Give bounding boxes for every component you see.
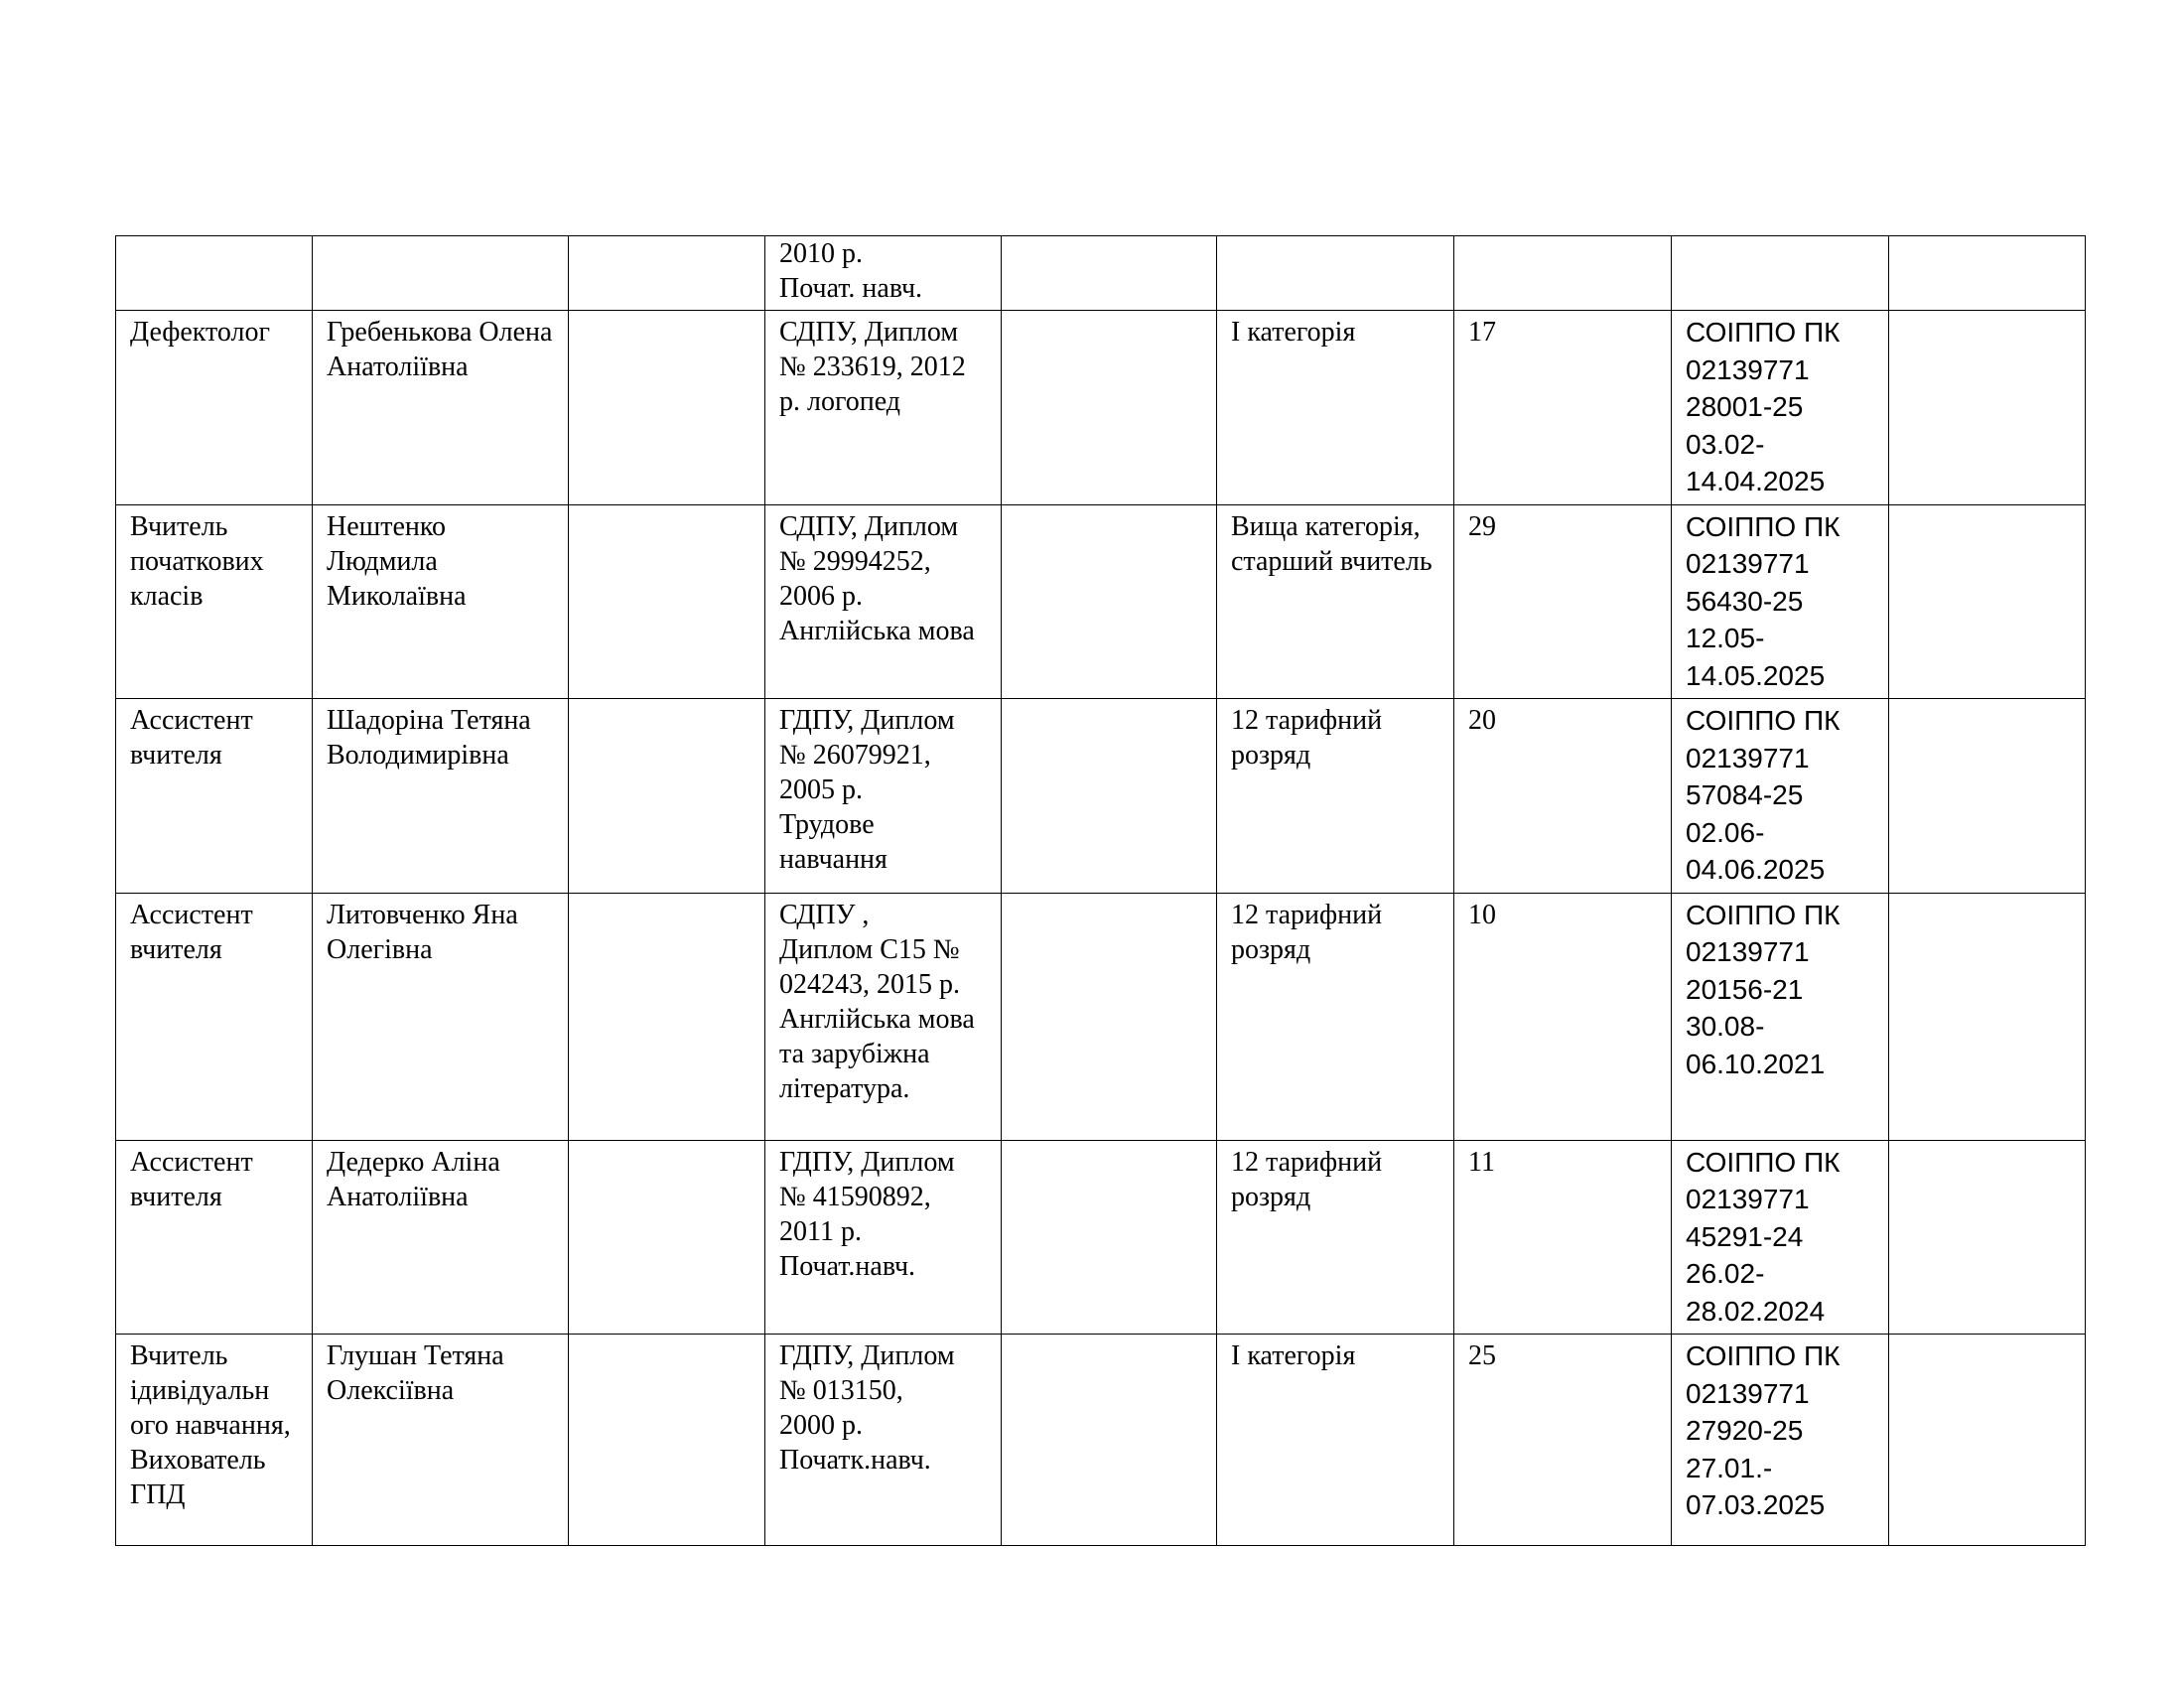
position-cell: Вчитель ідивідуальн ого навчання, Вихователь ГПД — [116, 1335, 313, 1546]
category-cell: І категорія — [1217, 311, 1454, 505]
table-row — [116, 699, 2086, 894]
training-cell: СОІППО ПК 02139771 57084-25 02.06- 04.06.2025 — [1672, 699, 1889, 894]
empty-cell — [1889, 504, 2086, 699]
training-cell: СОІППО ПК 02139771 20156-21 30.08- 06.10.2021 — [1672, 893, 1889, 1140]
name-cell: Гребенькова Олена Анатоліївна — [313, 311, 569, 505]
position-cell: Ассистент вчителя — [116, 1140, 313, 1335]
experience-cell: 11 — [1454, 1140, 1672, 1335]
education-cell: ГДПУ, Диплом № 013150, 2000 р. Початк.навч. — [765, 1335, 1002, 1546]
table-row — [116, 236, 2086, 311]
experience-cell: 17 — [1454, 311, 1672, 505]
empty-cell — [1002, 893, 1217, 1140]
empty-cell — [1889, 236, 2086, 311]
position-cell: Вчитель початкових класів — [116, 504, 313, 699]
category-cell: І категорія — [1217, 1335, 1454, 1546]
empty-cell — [1889, 1335, 2086, 1546]
position-cell — [116, 236, 313, 311]
position-cell: Ассистент вчителя — [116, 699, 313, 894]
empty-cell — [569, 1335, 765, 1546]
name-cell: Шадоріна Тетяна Володимирівна — [313, 699, 569, 894]
education-cell: СДПУ , Диплом С15 № 024243, 2015 р. Англійська мова та зарубіжна література. — [765, 893, 1002, 1140]
empty-cell — [569, 504, 765, 699]
category-cell: 12 тарифний розряд — [1217, 1140, 1454, 1335]
position-cell: Дефектолог — [116, 311, 313, 505]
empty-cell — [569, 1140, 765, 1335]
education-cell: 2010 р. Почат. навч. — [765, 236, 1002, 311]
empty-cell — [1889, 699, 2086, 894]
experience-cell: 29 — [1454, 504, 1672, 699]
education-cell: ГДПУ, Диплом № 26079921, 2005 р. Трудове навчання — [765, 699, 1002, 894]
experience-cell: 20 — [1454, 699, 1672, 894]
empty-cell — [1002, 236, 1217, 311]
empty-cell — [1002, 699, 1217, 894]
empty-cell — [1002, 504, 1217, 699]
category-cell: 12 тарифний розряд — [1217, 699, 1454, 894]
table-row — [116, 311, 2086, 505]
name-cell: Нештенко Людмила Миколаївна — [313, 504, 569, 699]
experience-cell: 25 — [1454, 1335, 1672, 1546]
training-cell: СОІППО ПК 02139771 27920-25 27.01.- 07.03.2025 — [1672, 1335, 1889, 1546]
experience-cell: 10 — [1454, 893, 1672, 1140]
name-cell: Литовченко Яна Олегівна — [313, 893, 569, 1140]
training-cell: СОІППО ПК 02139771 28001-25 03.02- 14.04.2025 — [1672, 311, 1889, 505]
table-row — [116, 893, 2086, 1140]
empty-cell — [1002, 1335, 1217, 1546]
education-cell: СДПУ, Диплом № 29994252, 2006 р. Англійська мова — [765, 504, 1002, 699]
position-cell: Ассистент вчителя — [116, 893, 313, 1140]
category-cell: 12 тарифний розряд — [1217, 893, 1454, 1140]
empty-cell — [1002, 1140, 1217, 1335]
empty-cell — [569, 699, 765, 894]
name-cell: Дедерко Аліна Анатоліївна — [313, 1140, 569, 1335]
name-cell: Глушан Тетяна Олексіївна — [313, 1335, 569, 1546]
table-row — [116, 1335, 2086, 1546]
empty-cell — [569, 311, 765, 505]
training-cell — [1672, 236, 1889, 311]
table-row — [116, 504, 2086, 699]
experience-cell — [1454, 236, 1672, 311]
category-cell — [1217, 236, 1454, 311]
empty-cell — [569, 893, 765, 1140]
training-cell: СОІППО ПК 02139771 45291-24 26.02- 28.02.2024 — [1672, 1140, 1889, 1335]
category-cell: Вища категорія, старший вчитель — [1217, 504, 1454, 699]
education-cell: СДПУ, Диплом № 233619, 2012 р. логопед — [765, 311, 1002, 505]
education-cell: ГДПУ, Диплом № 41590892, 2011 р. Почат.навч. — [765, 1140, 1002, 1335]
staff-table — [115, 235, 2086, 1546]
empty-cell — [1889, 1140, 2086, 1335]
empty-cell — [1889, 311, 2086, 505]
training-cell: СОІППО ПК 02139771 56430-25 12.05- 14.05.2025 — [1672, 504, 1889, 699]
empty-cell — [569, 236, 765, 311]
empty-cell — [1889, 893, 2086, 1140]
name-cell — [313, 236, 569, 311]
table-row — [116, 1140, 2086, 1335]
empty-cell — [1002, 311, 1217, 505]
